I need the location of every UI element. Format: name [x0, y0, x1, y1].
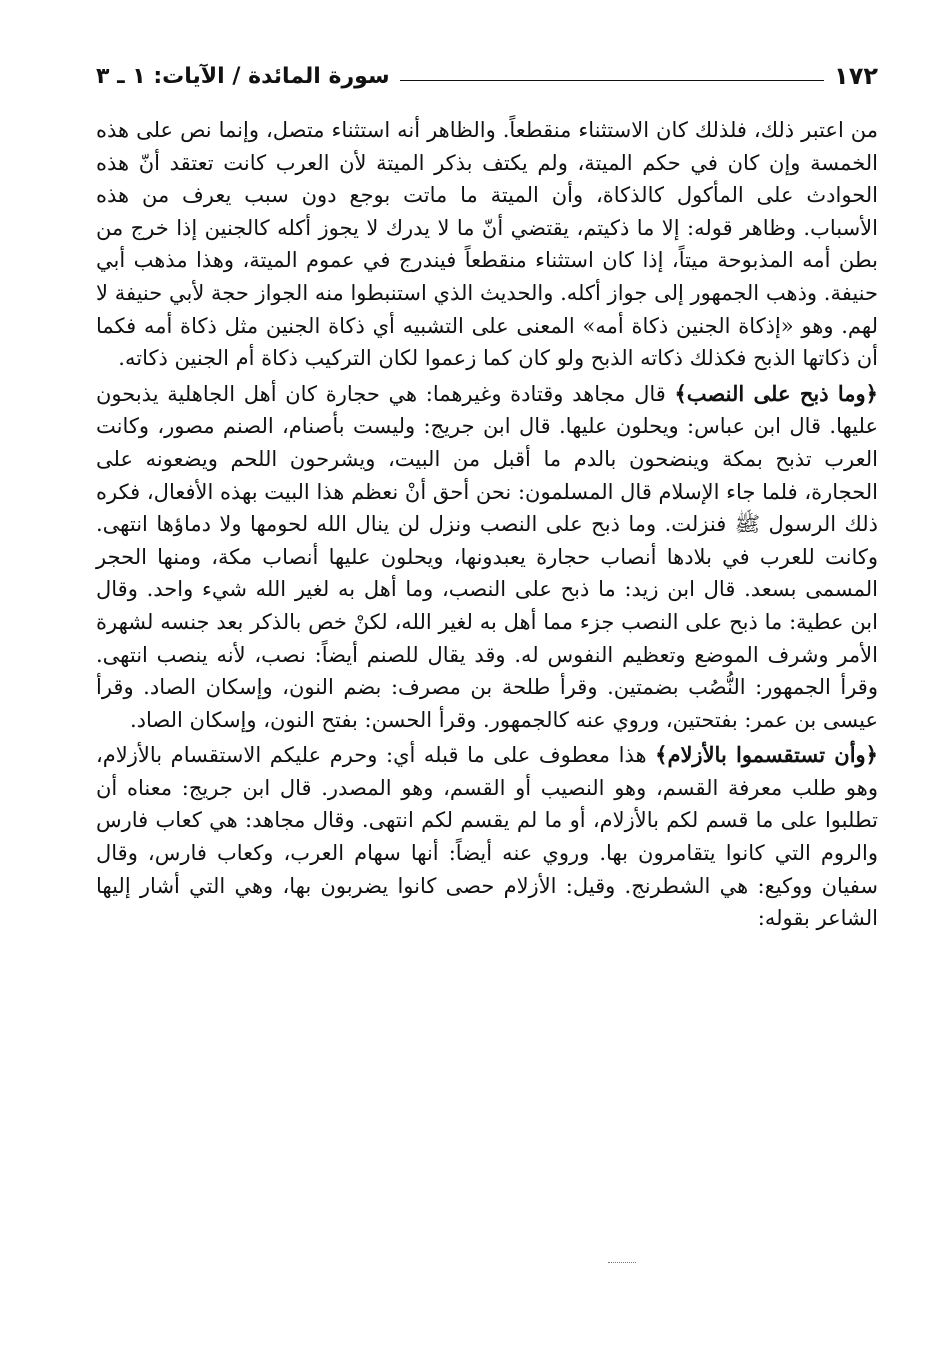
- running-header: [96, 56, 878, 96]
- paragraph-2: [96, 378, 878, 737]
- paragraph-1: [96, 114, 878, 375]
- paragraph-3: [96, 739, 878, 935]
- scan-artifact: [608, 1262, 636, 1263]
- body-text: [96, 114, 878, 938]
- page-number: ١٧٢: [834, 62, 878, 90]
- header-rule: [400, 80, 824, 81]
- quran-verse: ﴿وأن تستقسموا بالأزلام﴾: [655, 742, 878, 768]
- paragraph-text: قال مجاهد وقتادة وغيرهما: هي حجارة كان أهل الجاهلية يذبحون عليها. قال ابن عباس: ويحلون عليها. قال ابن جريج: وليست بأصنام، الصنم مصور، وكانت العرب تذبح بمكة وينضحون بالدم ما أقبل من البيت، ويشرحون اللحم ويضعونه على الحجارة، فلما جاء الإسلام قال المسلمون: نحن أحق أنْ نعظم هذا البيت بهذه الأفعال، فكره ذلك الرسول ﷺ فنزلت. وما ذبح على النصب ونزل لن ينال الله لحومها ولا دماؤها انتهى. وكانت للعرب في بلادها أنصاب حجارة يعبدونها، ويحلون عليها أنصاب مكة، ومنها الحجر المسمى بسعد. قال ابن زيد: ما ذبح على النصب، وما أهل به لغير الله شيء واحد. وقال ابن عطية: ما ذبح على النصب جزء مما أهل به لغير الله، لكنْ خص بالذكر بعد جنسه لشهرة الأمر وشرف الموضع وتعظيم النفوس له. وقد يقال للصنم أيضاً: نصب، لأنه ينصب انتهى. وقرأ الجمهور: النُّصُب بضمتين. وقرأ طلحة بن مصرف: بضم النون، وإسكان الصاد. وقرأ عيسى بن عمر: بفتحتين، وروي عنه كالجمهور. وقرأ الحسن: بفتح النون، وإسكان الصاد.: [96, 381, 878, 732]
- quran-verse: ﴿وما ذبح على النصب﴾: [674, 380, 878, 406]
- paragraph-text: هذا معطوف على ما قبله أي: وحرم عليكم الاستقسام بالأزلام، وهو طلب معرفة القسم، وهو النصيب أو القسم، وهو المصدر. قال ابن جريج: معناه أن تطلبوا على ما قسم لكم بالأزلام، أو ما لم يقسم لكم انتهى. وقال مجاهد: هي كعاب فارس والروم التي كانوا يتقامرون بها. وروي عنه أيضاً: أنها سهام العرب، وكعاب فارس، وقال سفيان ووكيع: هي الشطرنج. وقيل: الأزلام حصى كانوا يضربون بها، وهي التي أشار إليها الشاعر بقوله:: [96, 743, 878, 931]
- paragraph-text: من اعتبر ذلك، فلذلك كان الاستثناء منقطعاً. والظاهر أنه استثناء متصل، وإنما نص على هذه الخمسة وإن كان في حكم الميتة، ولم يكتف بذكر الميتة لأن العرب كانت تعتقد أنّ هذه الحوادث على المأكول كالذكاة، وأن الميتة ما ماتت بوجع دون سبب يعرف من هذه الأسباب. وظاهر قوله: إلا ما ذكيتم، يقتضي أنّ ما لا يدرك لا يجوز أكله كالجنين إذا خرج من بطن أمه المذبوحة ميتاً، إذا كان استثناء منقطعاً فيندرج في عموم الميتة، وهذا مذهب أبي حنيفة. وذهب الجمهور إلى جواز أكله. والحديث الذي استنبطوا منه الجواز حجة لأبي حنيفة لا لهم. وهو «إذكاة الجنين ذكاة أمه» المعنى على التشبيه أي ذكاة الجنين مثل ذكاة أمه فكما أن ذكاتها الذبح فكذلك ذكاته الذبح ولو كان كما زعموا لكان التركيب ذكاة أم الجنين ذكاته.: [96, 118, 878, 371]
- chapter-title: سورة المائدة / الآيات: ١ ـ ٣: [96, 63, 390, 89]
